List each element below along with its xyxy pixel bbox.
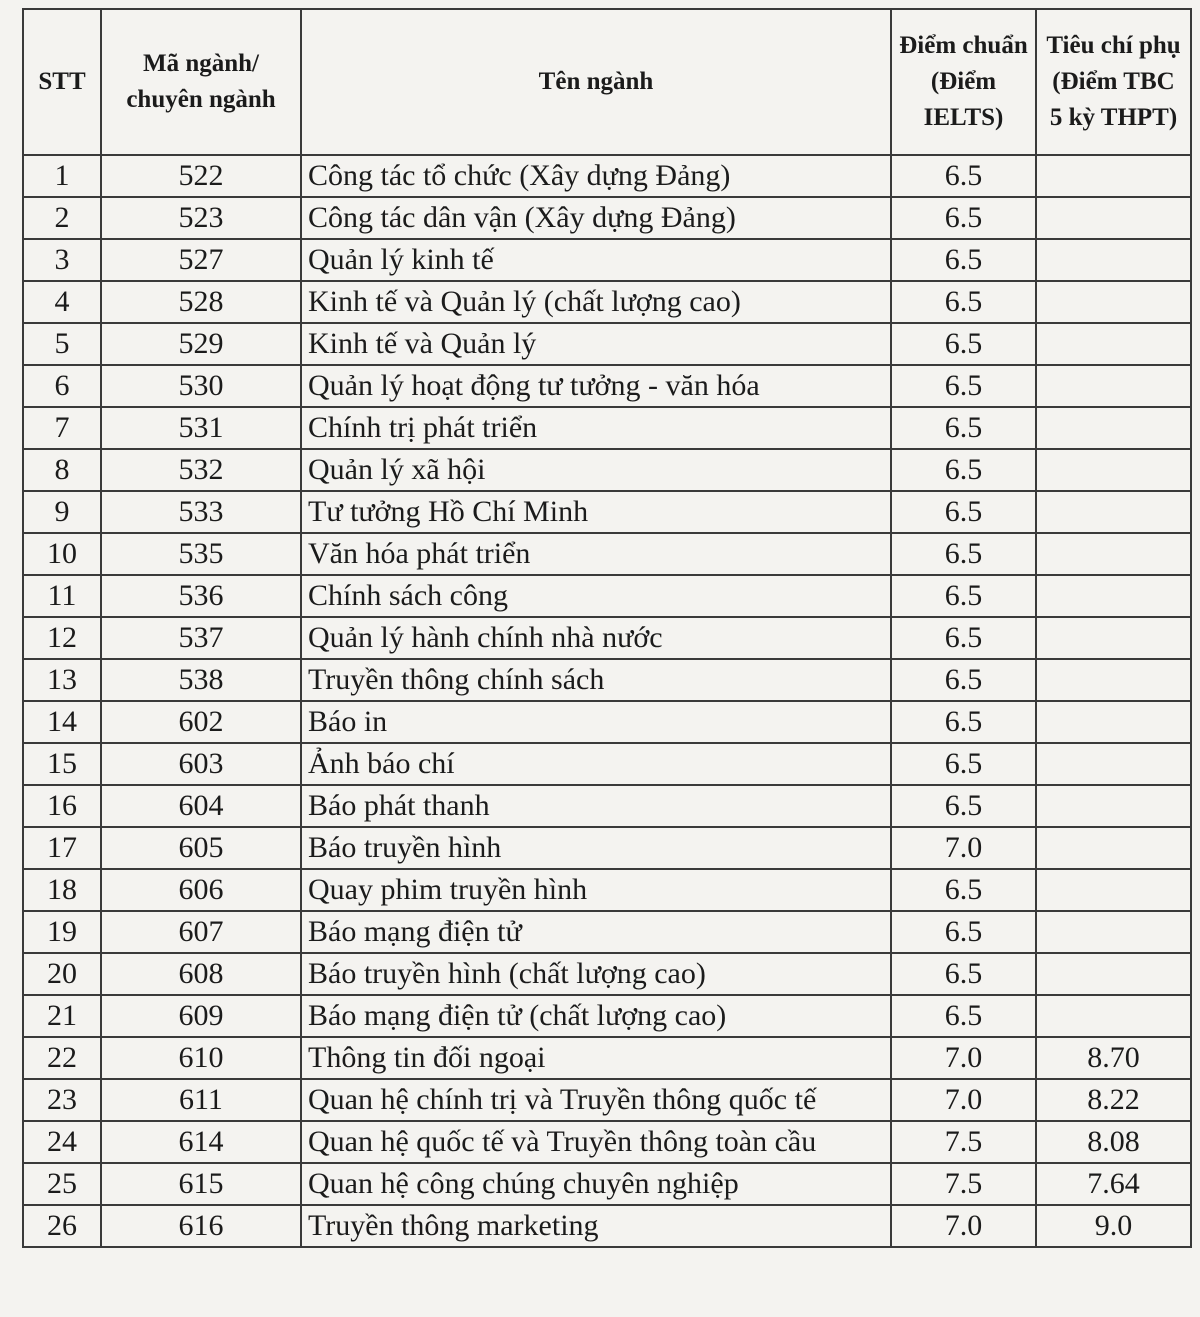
cell-benchmark-score: 6.5	[891, 659, 1036, 701]
table-row	[23, 449, 1191, 491]
cell-secondary-criterion	[1036, 827, 1191, 869]
table-row	[23, 197, 1191, 239]
cell-secondary-criterion: 9.0	[1036, 1205, 1191, 1247]
cell-benchmark-score: 6.5	[891, 365, 1036, 407]
table-row	[23, 239, 1191, 281]
table-row	[23, 155, 1191, 197]
cell-stt: 5	[23, 323, 101, 365]
cell-benchmark-score: 7.5	[891, 1163, 1036, 1205]
cell-stt: 17	[23, 827, 101, 869]
cell-benchmark-score: 6.5	[891, 869, 1036, 911]
cell-major-code: 535	[101, 533, 301, 575]
cell-secondary-criterion	[1036, 575, 1191, 617]
cell-benchmark-score: 6.5	[891, 323, 1036, 365]
cell-major-name: Quản lý hành chính nhà nước	[301, 617, 891, 659]
cell-secondary-criterion	[1036, 449, 1191, 491]
cell-major-name: Quan hệ quốc tế và Truyền thông toàn cầu	[301, 1121, 891, 1163]
header-major-code: Mã ngành/ chuyên ngành	[101, 9, 301, 155]
cell-secondary-criterion	[1036, 197, 1191, 239]
cell-benchmark-score: 6.5	[891, 533, 1036, 575]
cell-major-name: Báo mạng điện tử (chất lượng cao)	[301, 995, 891, 1037]
cell-major-code: 609	[101, 995, 301, 1037]
cell-secondary-criterion	[1036, 953, 1191, 995]
cell-major-code: 528	[101, 281, 301, 323]
cell-major-code: 522	[101, 155, 301, 197]
cell-major-name: Báo truyền hình (chất lượng cao)	[301, 953, 891, 995]
table-row	[23, 827, 1191, 869]
cell-secondary-criterion	[1036, 491, 1191, 533]
cell-major-code: 527	[101, 239, 301, 281]
header-major-name: Tên ngành	[301, 9, 891, 155]
table-row	[23, 323, 1191, 365]
cell-secondary-criterion	[1036, 239, 1191, 281]
cell-stt: 26	[23, 1205, 101, 1247]
table-row	[23, 365, 1191, 407]
cell-secondary-criterion	[1036, 155, 1191, 197]
header-row	[23, 9, 1191, 155]
table-row	[23, 533, 1191, 575]
header-stt: STT	[23, 9, 101, 155]
cell-secondary-criterion: 8.22	[1036, 1079, 1191, 1121]
table-row	[23, 491, 1191, 533]
cell-major-name: Tư tưởng Hồ Chí Minh	[301, 491, 891, 533]
cell-benchmark-score: 6.5	[891, 197, 1036, 239]
cell-secondary-criterion	[1036, 659, 1191, 701]
cell-secondary-criterion	[1036, 533, 1191, 575]
cell-major-code: 611	[101, 1079, 301, 1121]
table-row	[23, 995, 1191, 1037]
cell-benchmark-score: 6.5	[891, 911, 1036, 953]
cell-major-name: Kinh tế và Quản lý	[301, 323, 891, 365]
cell-major-code: 610	[101, 1037, 301, 1079]
cell-stt: 2	[23, 197, 101, 239]
table-row	[23, 1163, 1191, 1205]
cell-benchmark-score: 6.5	[891, 953, 1036, 995]
cell-stt: 13	[23, 659, 101, 701]
cell-secondary-criterion: 8.08	[1036, 1121, 1191, 1163]
table-row	[23, 869, 1191, 911]
cell-benchmark-score: 7.0	[891, 1079, 1036, 1121]
cell-major-name: Quan hệ công chúng chuyên nghiệp	[301, 1163, 891, 1205]
cell-stt: 21	[23, 995, 101, 1037]
cell-major-code: 603	[101, 743, 301, 785]
cell-secondary-criterion	[1036, 365, 1191, 407]
table-row	[23, 785, 1191, 827]
cell-secondary-criterion	[1036, 743, 1191, 785]
cell-major-code: 529	[101, 323, 301, 365]
cell-major-name: Công tác tổ chức (Xây dựng Đảng)	[301, 155, 891, 197]
cell-major-code: 533	[101, 491, 301, 533]
cell-benchmark-score: 6.5	[891, 701, 1036, 743]
table-row	[23, 1037, 1191, 1079]
cell-stt: 18	[23, 869, 101, 911]
cell-major-name: Chính trị phát triển	[301, 407, 891, 449]
cell-secondary-criterion	[1036, 911, 1191, 953]
table-row	[23, 575, 1191, 617]
cell-benchmark-score: 6.5	[891, 617, 1036, 659]
cell-major-name: Truyền thông chính sách	[301, 659, 891, 701]
table-row	[23, 911, 1191, 953]
cell-major-code: 607	[101, 911, 301, 953]
cell-major-code: 614	[101, 1121, 301, 1163]
cell-benchmark-score: 6.5	[891, 239, 1036, 281]
header-benchmark-score: Điểm chuẩn (Điểm IELTS)	[891, 9, 1036, 155]
cell-benchmark-score: 6.5	[891, 743, 1036, 785]
cell-stt: 20	[23, 953, 101, 995]
cell-stt: 23	[23, 1079, 101, 1121]
cell-secondary-criterion: 7.64	[1036, 1163, 1191, 1205]
cell-stt: 22	[23, 1037, 101, 1079]
cell-stt: 12	[23, 617, 101, 659]
cell-stt: 3	[23, 239, 101, 281]
table-row	[23, 701, 1191, 743]
cell-major-code: 530	[101, 365, 301, 407]
table-row	[23, 617, 1191, 659]
table-row	[23, 953, 1191, 995]
cell-major-name: Quay phim truyền hình	[301, 869, 891, 911]
cell-major-code: 531	[101, 407, 301, 449]
table-row	[23, 1205, 1191, 1247]
cell-benchmark-score: 6.5	[891, 575, 1036, 617]
cell-benchmark-score: 6.5	[891, 449, 1036, 491]
cell-benchmark-score: 6.5	[891, 491, 1036, 533]
cell-benchmark-score: 6.5	[891, 155, 1036, 197]
cell-major-code: 608	[101, 953, 301, 995]
cell-secondary-criterion	[1036, 785, 1191, 827]
table-row	[23, 1079, 1191, 1121]
cell-major-name: Ảnh báo chí	[301, 743, 891, 785]
cell-secondary-criterion	[1036, 323, 1191, 365]
cell-stt: 4	[23, 281, 101, 323]
cell-secondary-criterion	[1036, 869, 1191, 911]
cell-stt: 19	[23, 911, 101, 953]
cell-stt: 1	[23, 155, 101, 197]
cell-major-name: Truyền thông marketing	[301, 1205, 891, 1247]
cell-major-name: Quản lý hoạt động tư tưởng - văn hóa	[301, 365, 891, 407]
cell-major-code: 536	[101, 575, 301, 617]
cell-major-name: Quan hệ chính trị và Truyền thông quốc tế	[301, 1079, 891, 1121]
cell-major-name: Quản lý xã hội	[301, 449, 891, 491]
cell-benchmark-score: 6.5	[891, 995, 1036, 1037]
table-row	[23, 1121, 1191, 1163]
cell-stt: 7	[23, 407, 101, 449]
table-row	[23, 281, 1191, 323]
cell-major-code: 606	[101, 869, 301, 911]
cell-stt: 11	[23, 575, 101, 617]
cell-major-code: 537	[101, 617, 301, 659]
cell-major-name: Báo truyền hình	[301, 827, 891, 869]
cell-major-code: 615	[101, 1163, 301, 1205]
table-row	[23, 743, 1191, 785]
table-header	[23, 9, 1191, 155]
cell-stt: 10	[23, 533, 101, 575]
table-body	[23, 155, 1191, 1247]
cell-stt: 16	[23, 785, 101, 827]
cell-secondary-criterion	[1036, 281, 1191, 323]
cell-benchmark-score: 6.5	[891, 407, 1036, 449]
admission-scores-table	[22, 8, 1192, 1248]
cell-major-name: Chính sách công	[301, 575, 891, 617]
cell-benchmark-score: 6.5	[891, 785, 1036, 827]
cell-stt: 24	[23, 1121, 101, 1163]
cell-secondary-criterion	[1036, 407, 1191, 449]
cell-stt: 15	[23, 743, 101, 785]
cell-secondary-criterion: 8.70	[1036, 1037, 1191, 1079]
cell-benchmark-score: 7.0	[891, 1037, 1036, 1079]
cell-secondary-criterion	[1036, 701, 1191, 743]
cell-major-name: Báo mạng điện tử	[301, 911, 891, 953]
cell-major-code: 602	[101, 701, 301, 743]
cell-major-name: Kinh tế và Quản lý (chất lượng cao)	[301, 281, 891, 323]
cell-benchmark-score: 6.5	[891, 281, 1036, 323]
cell-stt: 6	[23, 365, 101, 407]
cell-major-code: 605	[101, 827, 301, 869]
cell-stt: 9	[23, 491, 101, 533]
cell-major-name: Báo in	[301, 701, 891, 743]
cell-stt: 14	[23, 701, 101, 743]
cell-secondary-criterion	[1036, 617, 1191, 659]
cell-major-name: Công tác dân vận (Xây dựng Đảng)	[301, 197, 891, 239]
cell-major-name: Quản lý kinh tế	[301, 239, 891, 281]
cell-major-name: Báo phát thanh	[301, 785, 891, 827]
cell-stt: 8	[23, 449, 101, 491]
cell-benchmark-score: 7.5	[891, 1121, 1036, 1163]
cell-major-code: 538	[101, 659, 301, 701]
cell-major-code: 523	[101, 197, 301, 239]
header-secondary-criterion: Tiêu chí phụ (Điểm TBC 5 kỳ THPT)	[1036, 9, 1191, 155]
cell-benchmark-score: 7.0	[891, 827, 1036, 869]
table-row	[23, 659, 1191, 701]
cell-major-name: Văn hóa phát triển	[301, 533, 891, 575]
cell-benchmark-score: 7.0	[891, 1205, 1036, 1247]
cell-major-name: Thông tin đối ngoại	[301, 1037, 891, 1079]
cell-major-code: 532	[101, 449, 301, 491]
cell-major-code: 616	[101, 1205, 301, 1247]
cell-stt: 25	[23, 1163, 101, 1205]
cell-major-code: 604	[101, 785, 301, 827]
table-row	[23, 407, 1191, 449]
cell-secondary-criterion	[1036, 995, 1191, 1037]
